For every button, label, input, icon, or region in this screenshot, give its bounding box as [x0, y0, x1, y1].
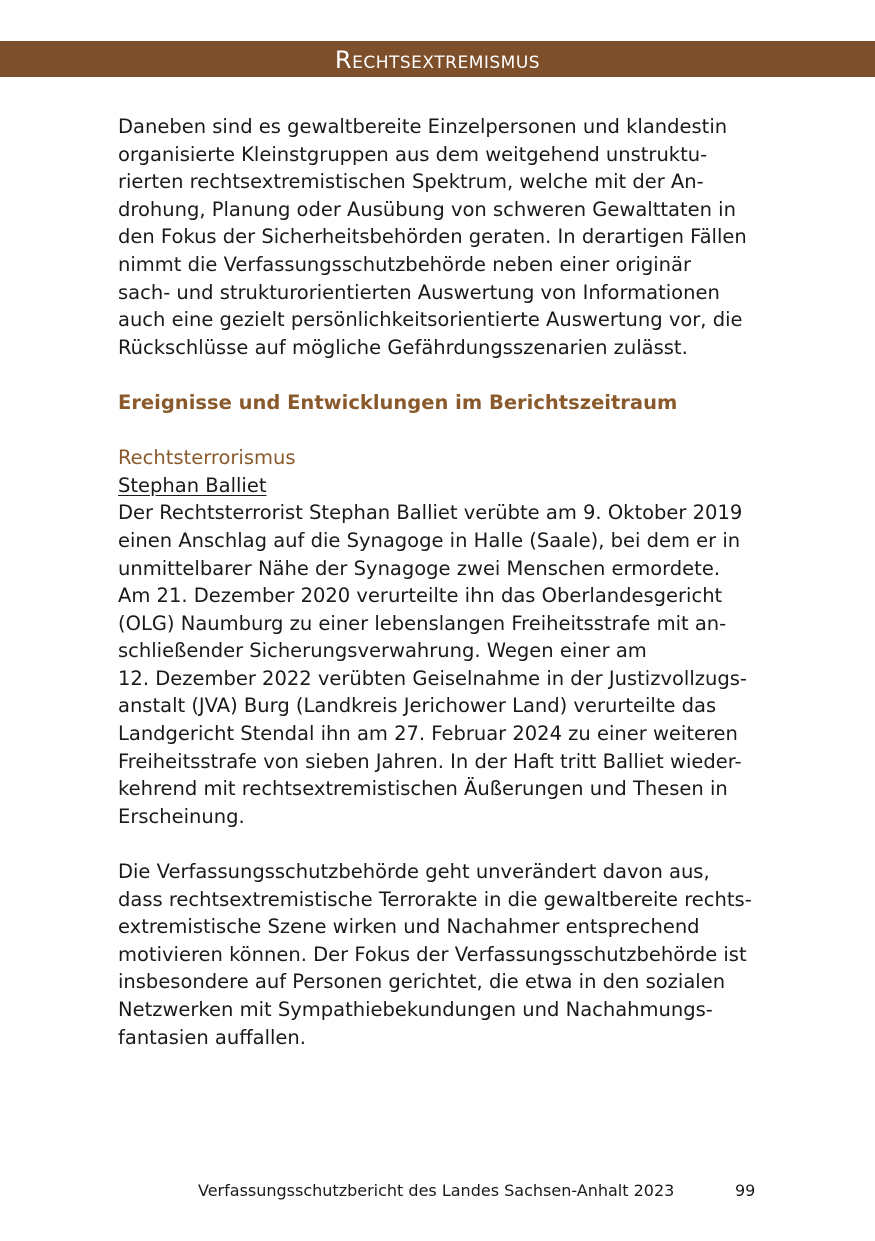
text-line: Daneben sind es gewaltbereite Einzelpersonen und klandestin — [118, 115, 728, 138]
sub-heading: Rechtsterrorismus — [118, 446, 296, 470]
text-line: anstalt (JVA) Burg (Landkreis Jerichower Land) verurteilte das — [118, 694, 717, 718]
text-line: sach- und strukturorientierten Auswertung von Informationen — [118, 280, 720, 304]
text-line: kehrend mit rechtsextremistischen Äußerungen und Thesen in — [118, 777, 728, 801]
text-line: nimmt die Verfassungsschutzbehörde neben einer originär — [118, 252, 691, 276]
page-title: Rechtsextremismus — [334, 46, 541, 74]
text-line: Landgericht Stendal ihn am 27. Februar 2024 zu einer weiteren — [118, 722, 738, 746]
closing-paragraph — [118, 858, 768, 1051]
text-line: Freiheitsstrafe von sieben Jahren. In der Haft tritt Balliet wieder- — [118, 749, 742, 773]
intro-paragraph — [118, 113, 768, 361]
section-heading: Ereignisse und Entwicklungen im Berichtszeitraum — [118, 390, 678, 414]
spacer — [118, 417, 768, 445]
text-line: Am 21. Dezember 2020 verurteilte ihn das Oberlandesgericht — [118, 584, 723, 608]
text-line: unmittelbarer Nähe der Synagoge zwei Menschen ermordete. — [118, 556, 721, 580]
text-line: einen Anschlag auf die Synagoge in Halle (Saale), bei dem er in — [118, 528, 741, 552]
topic-heading: Stephan Balliet — [118, 473, 267, 497]
header-bar — [0, 41, 875, 77]
main-content — [118, 113, 768, 1051]
text-line: Der Rechtsterrorist Stephan Balliet verübte am 9. Oktober 2019 — [118, 501, 743, 525]
text-line: auch eine gezielt persönlichkeitsorientierte Auswertung vor, die — [118, 308, 743, 332]
balliet-paragraph — [118, 499, 768, 830]
text-line: Rückschlüsse auf mögliche Gefährdungsszenarien zulässt. — [118, 335, 688, 359]
footer-title: Verfassungsschutzbericht des Landes Sachsen-Anhalt 2023 — [198, 1181, 675, 1200]
text-line: dass rechtsextremistische Terrorakte in die gewaltbereite rechts- — [118, 887, 752, 911]
text-line: (OLG) Naumburg zu einer lebenslangen Freiheitsstrafe mit an- — [118, 611, 727, 635]
topic-heading-row — [118, 472, 768, 500]
text-line: drohung, Planung oder Ausübung von schweren Gewalttaten in — [118, 197, 736, 221]
text-line: rierten rechtsextremistischen Spektrum, welche mit der An- — [118, 170, 704, 194]
text-line: insbesondere auf Personen gerichtet, die etwa in den sozialen — [118, 970, 726, 994]
text-line: organisierte Kleinstgruppen aus dem weitgehend unstruktu- — [118, 142, 708, 166]
text-line: Die Verfassungsschutzbehörde geht unverändert davon aus, — [118, 860, 710, 884]
text-line: motivieren können. Der Fokus der Verfassungsschutzbehörde ist — [118, 942, 747, 966]
text-line: den Fokus der Sicherheitsbehörden geraten. In derartigen Fällen — [118, 225, 747, 249]
text-line: 12. Dezember 2022 verübten Geiselnahme in der Justizvollzugs- — [118, 666, 747, 690]
text-line: extremistische Szene wirken und Nachahmer entsprechend — [118, 915, 700, 939]
spacer — [118, 361, 768, 389]
text-line: Netzwerken mit Sympathiebekundungen und Nachahmungs- — [118, 998, 713, 1021]
page-number: 99 — [735, 1181, 756, 1200]
text-line: schließender Sicherungsverwahrung. Wegen einer am — [118, 639, 647, 663]
spacer — [118, 830, 768, 858]
text-line: Erscheinung. — [118, 804, 245, 828]
text-line: fantasien auffallen. — [118, 1025, 306, 1049]
